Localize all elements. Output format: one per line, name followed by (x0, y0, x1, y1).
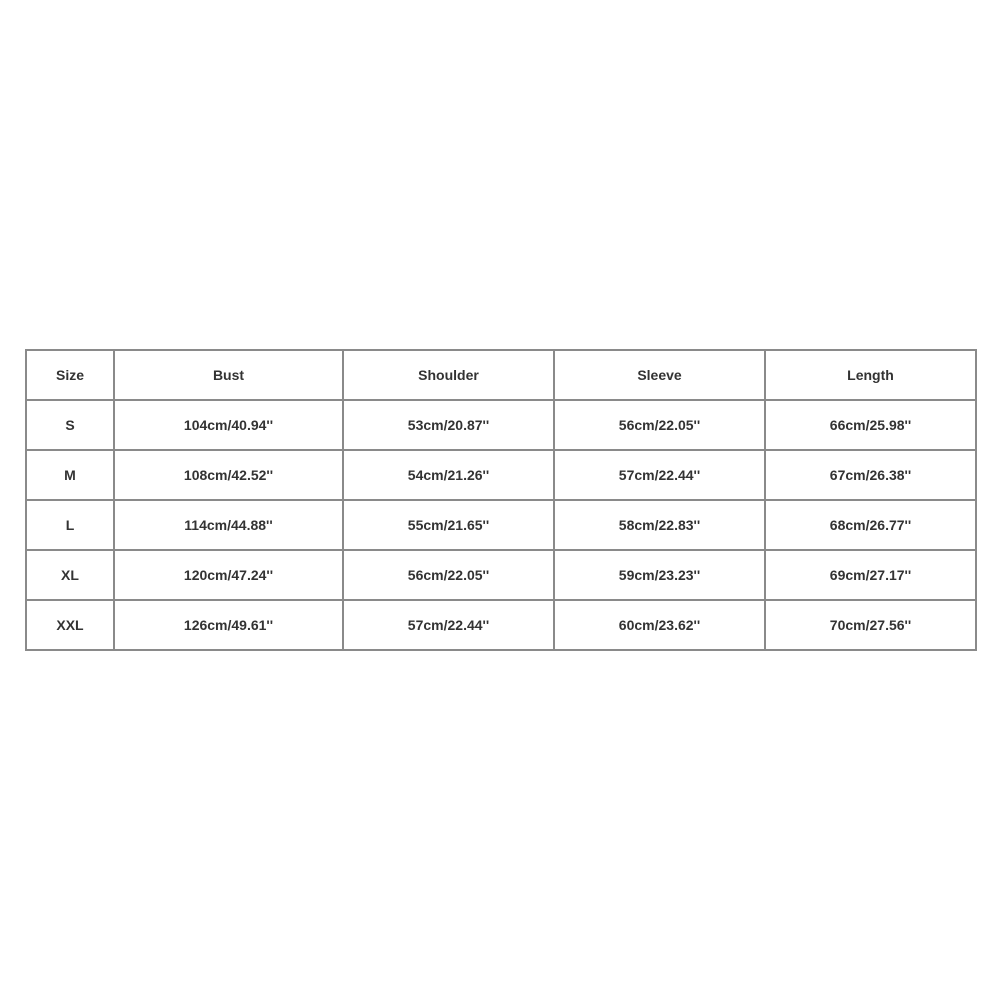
table-row (26, 600, 976, 650)
cell-length: 67cm/26.38'' (765, 450, 976, 500)
table-row (26, 450, 976, 500)
cell-sleeve: 60cm/23.62'' (554, 600, 765, 650)
header-length: Length (765, 350, 976, 400)
cell-bust: 108cm/42.52'' (114, 450, 343, 500)
cell-bust: 104cm/40.94'' (114, 400, 343, 450)
cell-shoulder: 56cm/22.05'' (343, 550, 554, 600)
cell-sleeve: 56cm/22.05'' (554, 400, 765, 450)
cell-bust: 114cm/44.88'' (114, 500, 343, 550)
header-size: Size (26, 350, 114, 400)
cell-size: XL (26, 550, 114, 600)
cell-bust: 120cm/47.24'' (114, 550, 343, 600)
cell-shoulder: 53cm/20.87'' (343, 400, 554, 450)
cell-shoulder: 54cm/21.26'' (343, 450, 554, 500)
cell-sleeve: 59cm/23.23'' (554, 550, 765, 600)
cell-sleeve: 58cm/22.83'' (554, 500, 765, 550)
header-sleeve: Sleeve (554, 350, 765, 400)
cell-size: L (26, 500, 114, 550)
size-chart-table (25, 349, 977, 651)
cell-bust: 126cm/49.61'' (114, 600, 343, 650)
table-row (26, 500, 976, 550)
header-shoulder: Shoulder (343, 350, 554, 400)
cell-size: M (26, 450, 114, 500)
cell-length: 69cm/27.17'' (765, 550, 976, 600)
cell-sleeve: 57cm/22.44'' (554, 450, 765, 500)
cell-length: 66cm/25.98'' (765, 400, 976, 450)
cell-length: 70cm/27.56'' (765, 600, 976, 650)
cell-shoulder: 55cm/21.65'' (343, 500, 554, 550)
table-row (26, 400, 976, 450)
header-bust: Bust (114, 350, 343, 400)
cell-size: XXL (26, 600, 114, 650)
cell-size: S (26, 400, 114, 450)
cell-length: 68cm/26.77'' (765, 500, 976, 550)
cell-shoulder: 57cm/22.44'' (343, 600, 554, 650)
table-row (26, 550, 976, 600)
table-header-row (26, 350, 976, 400)
